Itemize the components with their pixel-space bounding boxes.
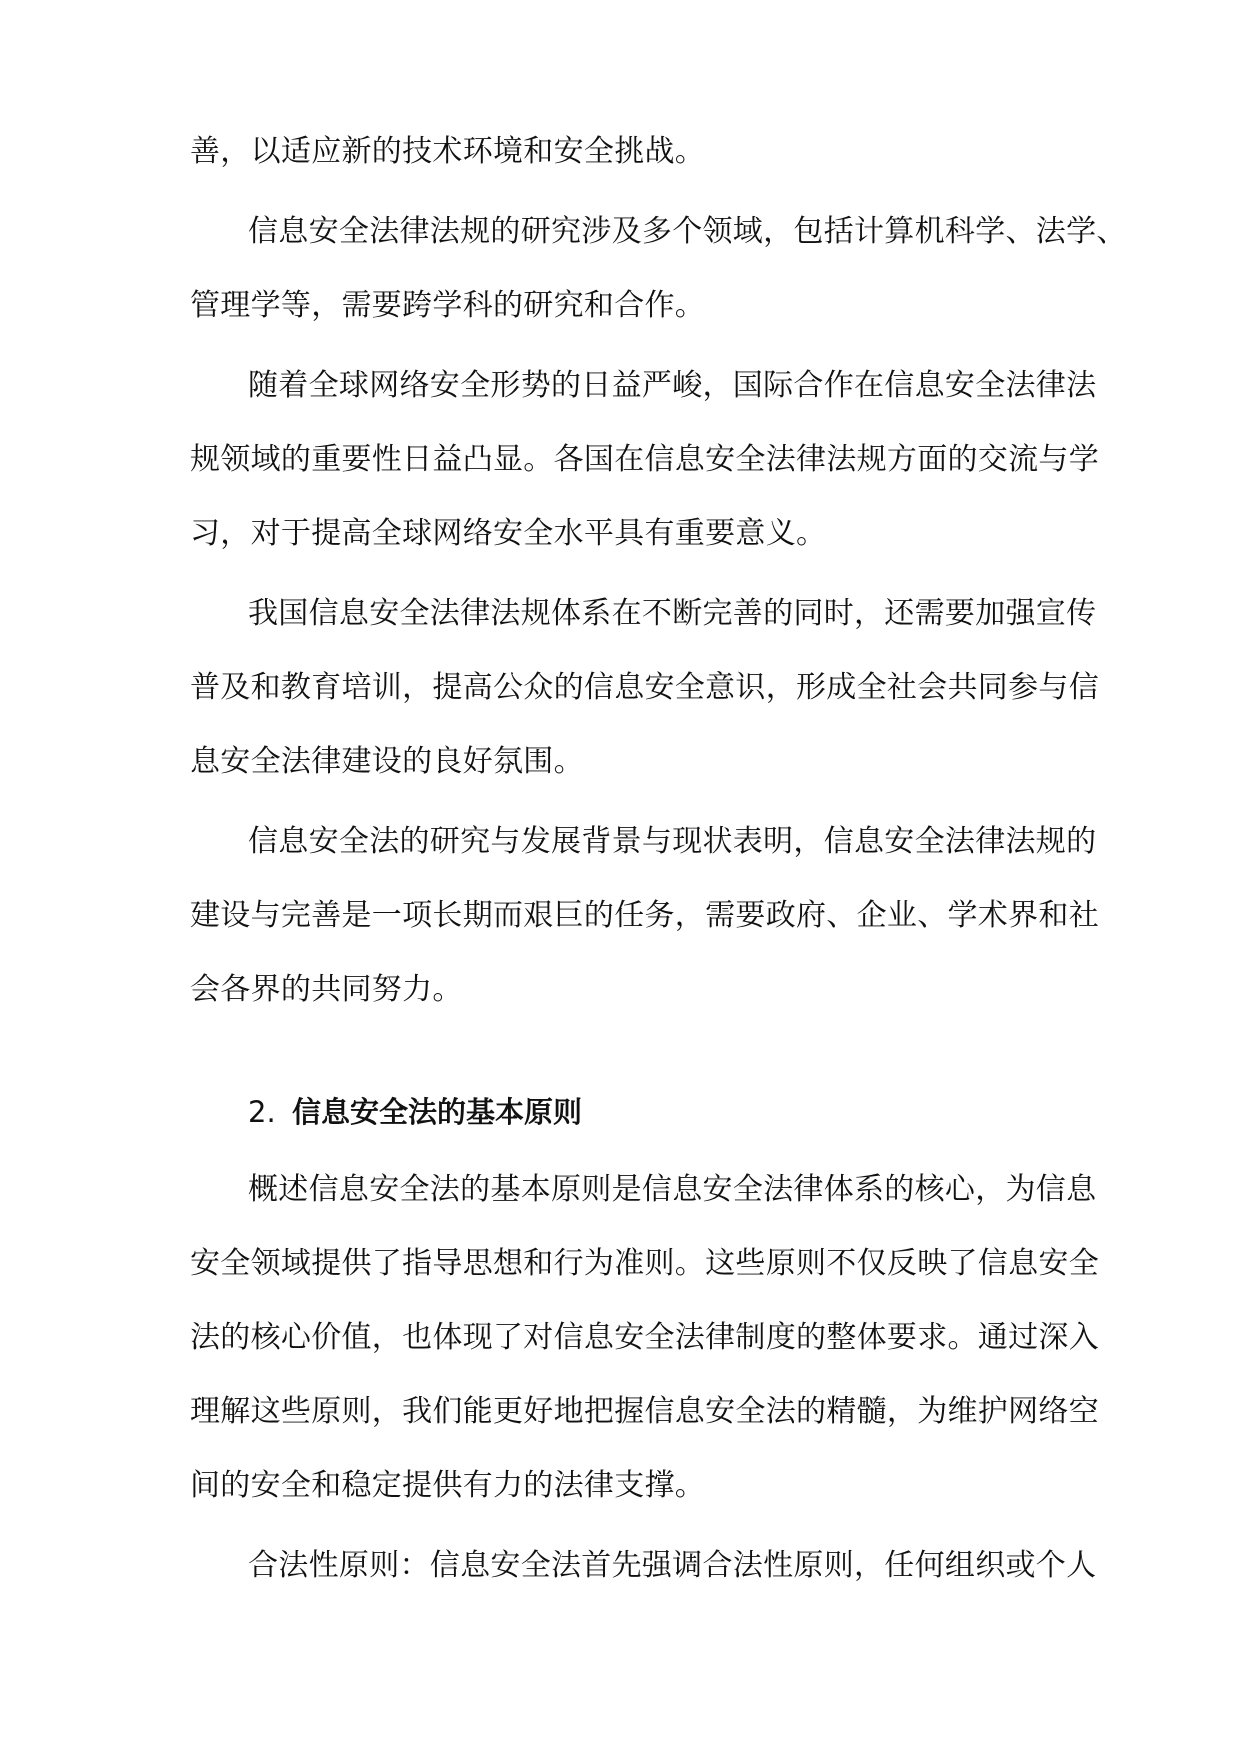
section-heading: [248, 1092, 582, 1132]
paragraph-line: 会各界的共同努力。: [190, 972, 463, 1007]
section-number: 2.: [248, 1095, 276, 1129]
paragraph-line: 信息安全法律法规的研究涉及多个领域，包括计算机科学、法学、: [248, 214, 1127, 249]
paragraph-line: 善，以适应新的技术环境和安全挑战。: [190, 134, 706, 169]
paragraph-line: 概述信息安全法的基本原则是信息安全法律体系的核心，为信息: [248, 1172, 1097, 1207]
paragraph-line: 建设与完善是一项长期而艰巨的任务，需要政府、企业、学术界和社: [190, 898, 1099, 933]
paragraph-line: 法的核心价值，也体现了对信息安全法律制度的整体要求。通过深入: [190, 1320, 1099, 1355]
paragraph-line: 普及和教育培训，提高公众的信息安全意识，形成全社会共同参与信: [190, 670, 1099, 705]
paragraph-line: 理解这些原则，我们能更好地把握信息安全法的精髓，为维护网络空: [190, 1394, 1099, 1429]
paragraph-line: 规领域的重要性日益凸显。各国在信息安全法律法规方面的交流与学: [190, 442, 1099, 477]
paragraph-line: 信息安全法的研究与发展背景与现状表明，信息安全法律法规的: [248, 824, 1097, 859]
paragraph-line: 我国信息安全法律法规体系在不断完善的同时，还需要加强宣传: [248, 596, 1097, 631]
paragraph-line: 管理学等，需要跨学科的研究和合作。: [190, 288, 706, 323]
paragraph-line: 间的安全和稳定提供有力的法律支撑。: [190, 1468, 706, 1503]
paragraph-line: 安全领域提供了指导思想和行为准则。这些原则不仅反映了信息安全: [190, 1246, 1099, 1281]
paragraph-line: 习，对于提高全球网络安全水平具有重要意义。: [190, 516, 827, 551]
paragraph-line: 合法性原则：信息安全法首先强调合法性原则，任何组织或个人: [248, 1548, 1097, 1583]
paragraph-line: 随着全球网络安全形势的日益严峻，国际合作在信息安全法律法: [248, 368, 1097, 403]
paragraph-line: 息安全法律建设的良好氛围。: [190, 744, 584, 779]
section-title: 信息安全法的基本原则: [292, 1095, 583, 1129]
